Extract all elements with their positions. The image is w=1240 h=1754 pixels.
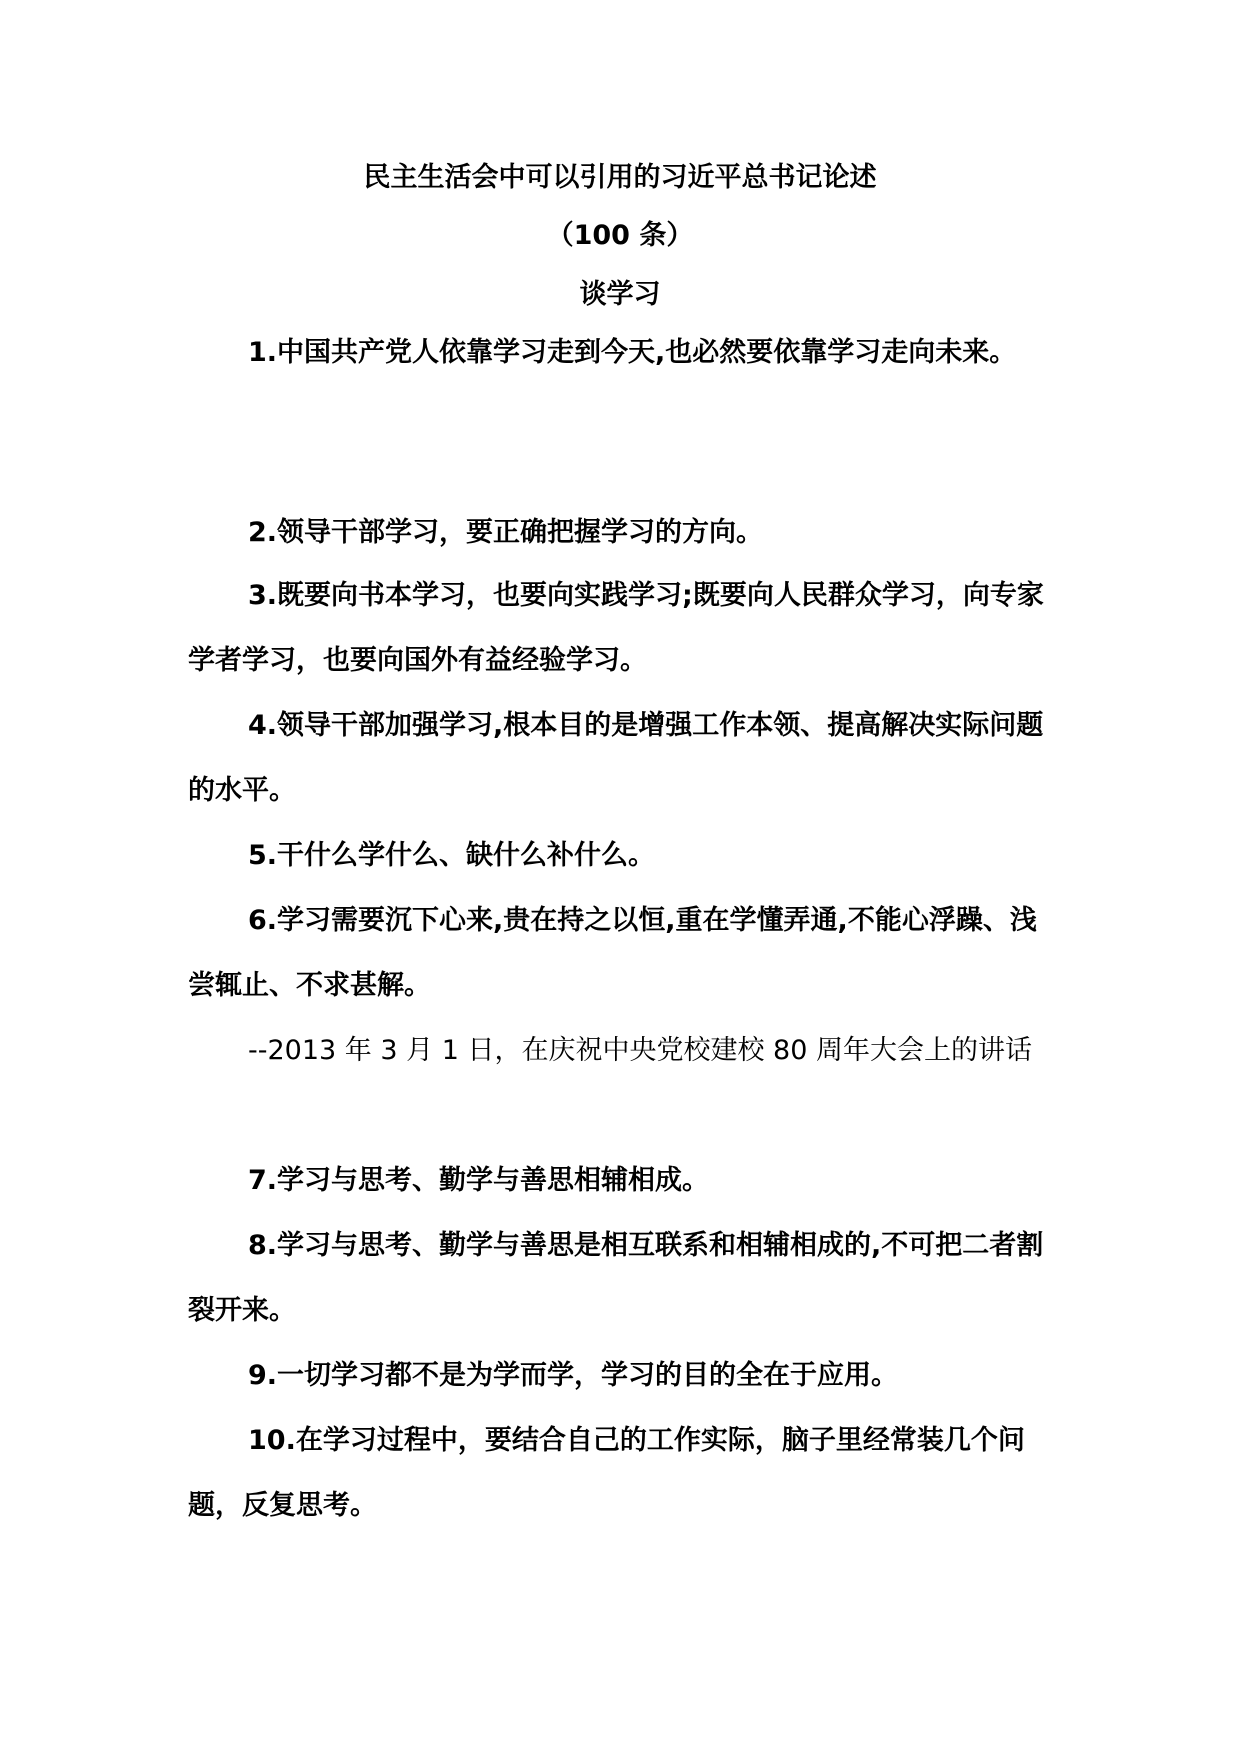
quote-item-4: 4.领导干部加强学习,根本目的是增强工作本领、提高解决实际问题的水平。 [188, 710, 1044, 806]
quote-item-8: 8.学习与思考、勤学与善思是相互联系和相辅相成的,不可把二者割裂开来。 [188, 1230, 1044, 1326]
quote-item-7: 7.学习与思考、勤学与善思相辅相成。 [248, 1165, 710, 1196]
quote-item-9: 9.一切学习都不是为学而学，学习的目的全在于应用。 [248, 1360, 899, 1391]
section-heading: 谈学习 [579, 279, 661, 310]
quote-item-2: 2.领导干部学习，要正确把握学习的方向。 [248, 517, 764, 548]
quote-item-5: 5.干什么学什么、缺什么补什么。 [248, 840, 656, 871]
source-citation: --2013 年 3 月 1 日，在庆祝中央党校建校 80 周年大会上的讲话 [248, 1035, 1032, 1066]
quote-item-3: 3.既要向书本学习，也要向实践学习;既要向人民群众学习，向专家学者学习，也要向国外有益经验学习。 [188, 580, 1044, 676]
document-subtitle: （100 条） [546, 220, 694, 251]
document-title: 民主生活会中可以引用的习近平总书记论述 [363, 162, 877, 193]
quote-item-10: 10.在学习过程中，要结合自己的工作实际，脑子里经常装几个问题，反复思考。 [188, 1425, 1025, 1521]
quote-item-1: 1.中国共产党人依靠学习走到今天,也必然要依靠学习走向未来。 [248, 337, 1017, 368]
quote-item-6: 6.学习需要沉下心来,贵在持之以恒,重在学懂弄通,不能心浮躁、浅尝辄止、不求甚解。 [188, 905, 1037, 1001]
